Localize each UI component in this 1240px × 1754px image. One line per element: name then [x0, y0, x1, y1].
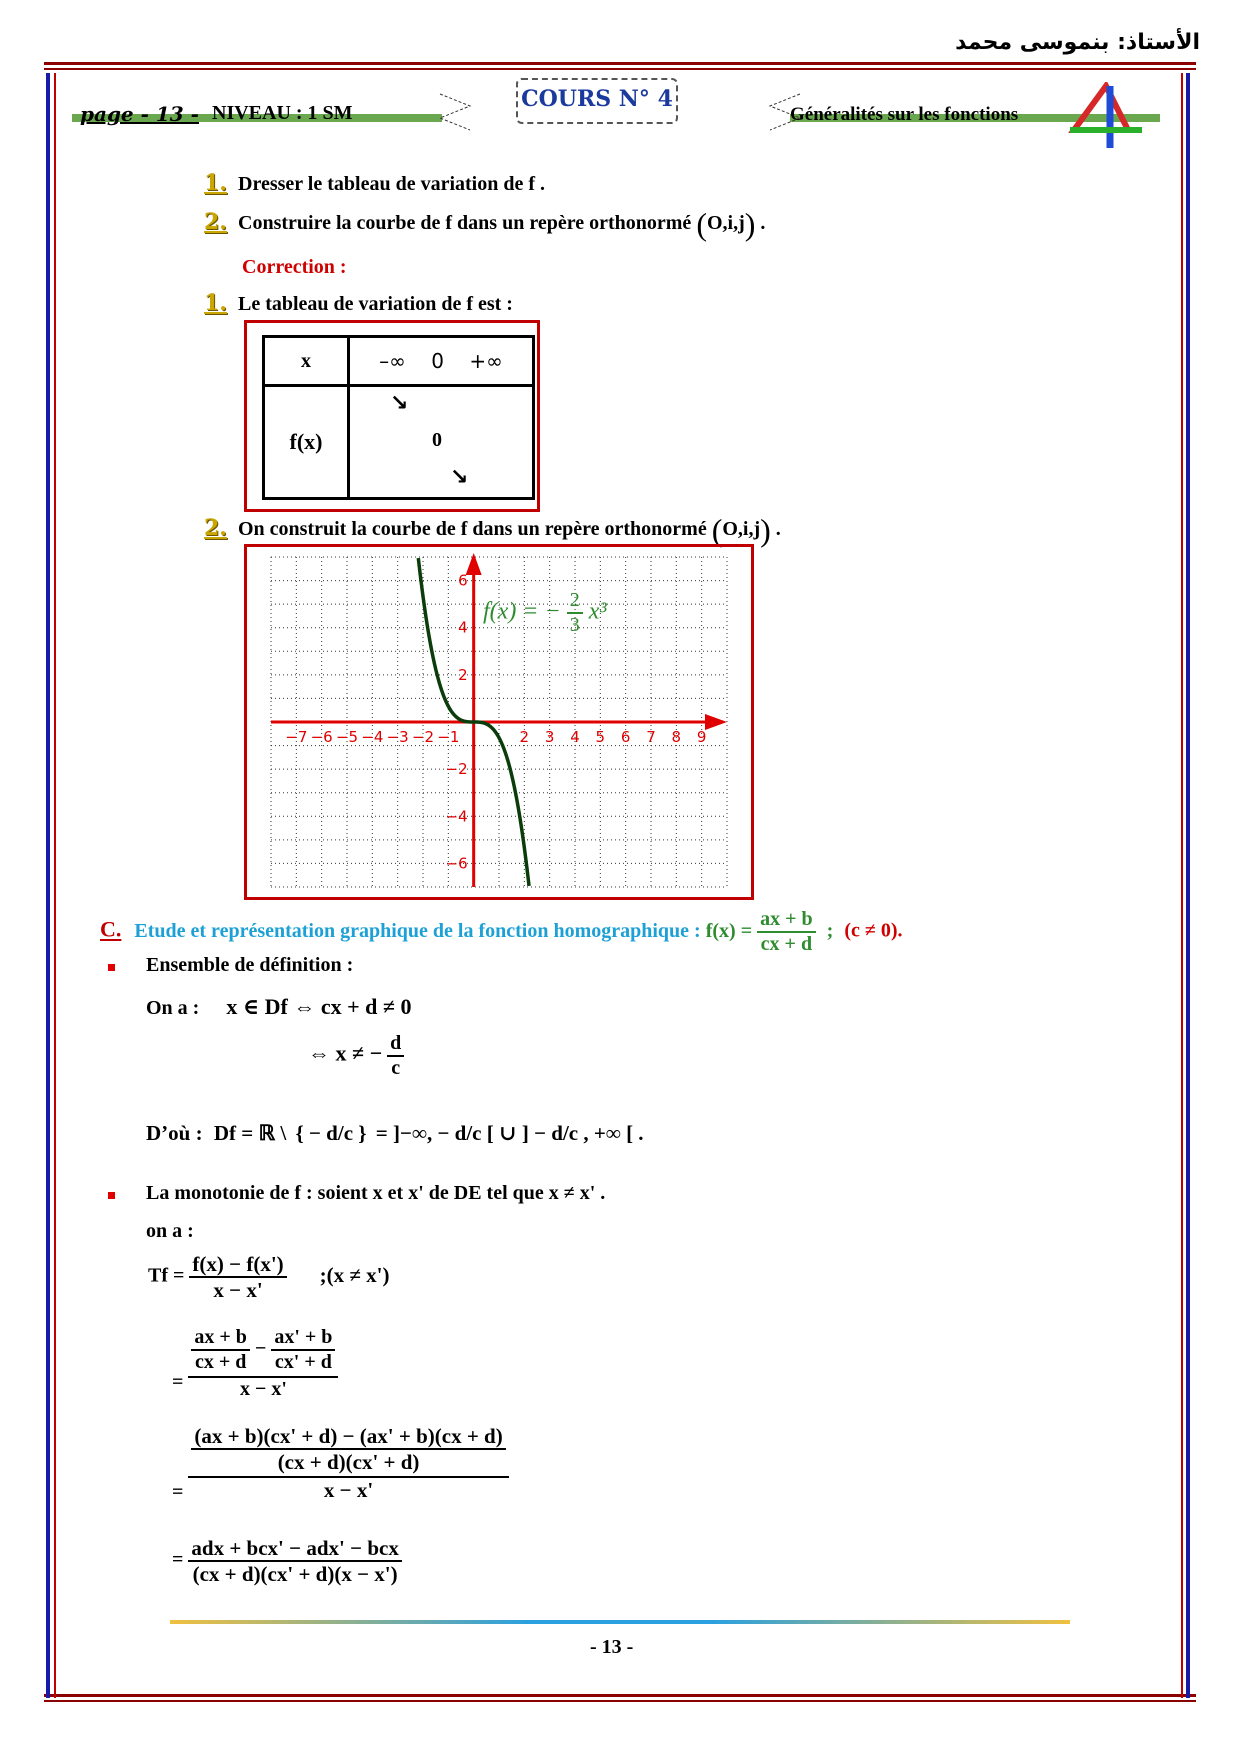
- left-border-red: [54, 73, 56, 1698]
- correction-heading: Correction :: [242, 256, 347, 278]
- page-label: page - 13 -: [80, 102, 199, 126]
- table-fx-variation: [349, 386, 534, 499]
- page-number: - 13 -: [590, 1636, 634, 1658]
- answer-2: 2. On construit la courbe de f dans un repère orthonormé (O,i,j) .: [204, 512, 781, 548]
- question-2: 2. Construire la courbe de f dans un repère orthonormé (O,i,j) .: [204, 206, 766, 242]
- x-tick-label: −4: [361, 728, 384, 746]
- step-2: = $\frac{ax + b}{cx + d}$ − $\frac{ax' + b}{cx' + d}$ x − x': [172, 1326, 338, 1401]
- y-tick-label: −2: [445, 760, 468, 779]
- number-1b: 1.: [204, 290, 227, 316]
- arrow-down-1: ↘: [390, 391, 409, 416]
- number-2: 2.: [204, 209, 227, 236]
- cours-badge: [516, 78, 678, 124]
- answer-1: 1. Le tableau de variation de f est :: [204, 290, 513, 316]
- x-tick-label: 9: [696, 728, 707, 746]
- cours-label: COURS N° 4: [521, 86, 673, 112]
- y-tick-label: −4: [445, 807, 468, 826]
- x-tick-label: 8: [671, 728, 682, 746]
- author-name: الأستاذ: بنموسى محمد: [955, 30, 1200, 55]
- ensemble-domain: D’où : Df = ℝ \ { − d/c } = ]−∞, − d/c [ ∪ ] − d/c , +∞ [ .: [146, 1121, 644, 1145]
- right-border: [1186, 73, 1190, 1698]
- number-2b: 2.: [204, 515, 227, 542]
- bullet-2: [108, 1192, 115, 1199]
- x-tick-label: −7: [285, 728, 308, 746]
- top-border: [44, 62, 1196, 65]
- section-c-title: C. Etude et représentation graphique de la fonction homographique : f(x) = $\frac{ax + b}{cx + d}$ ; (c ≠ 0).: [100, 908, 903, 955]
- x-tick-label: −3: [386, 728, 409, 746]
- x-tick-label: −1: [437, 728, 460, 746]
- top-border-2: [44, 68, 1196, 70]
- footer-line: [170, 1620, 1070, 1624]
- right-border-red: [1181, 73, 1183, 1698]
- tf-definition: Tf = $\frac{f(x) - f(x')}{x - x'}$ ;(x ≠ x'): [148, 1252, 390, 1303]
- x-axis-arrow: [705, 714, 727, 730]
- step-3: = $\frac{\frac{(ax + b)(cx' + d) - (ax' + b)(cx + d)}{(cx + d)(cx' + d)}}{x - x'}$: [172, 1424, 509, 1502]
- niveau-label: NIVEAU : 1 SM: [212, 102, 353, 124]
- y-tick-label: 4: [458, 618, 468, 637]
- section-letter: C.: [100, 916, 122, 942]
- x-tick-label: −6: [310, 728, 333, 746]
- bottom-border-2: [44, 1700, 1196, 1702]
- zero-value: 0: [432, 429, 442, 451]
- number-1: 1.: [204, 170, 227, 196]
- question-1: 1. Dresser le tableau de variation de f .: [204, 170, 546, 196]
- ensemble-heading: Ensemble de définition :: [146, 954, 354, 976]
- x-tick-label: 5: [595, 728, 606, 746]
- y-tick-label: 2: [458, 665, 468, 684]
- y-tick-label: −6: [445, 854, 468, 873]
- x-tick-label: 4: [570, 728, 580, 746]
- table-fx-header: f(x): [264, 386, 349, 499]
- function-label: f(x) = − $\frac{2}{3}$ x³: [483, 589, 607, 636]
- x-tick-label: 3: [544, 728, 555, 746]
- x-tick-label: −5: [335, 728, 359, 746]
- x-tick-label: 7: [646, 728, 656, 746]
- title-label: Généralités sur les fonctions: [790, 104, 1019, 125]
- monotonie-heading: La monotonie de f : soient x et x' de DE tel que x ≠ x' .: [146, 1182, 606, 1204]
- x-tick-label: −2: [411, 728, 435, 746]
- step-4: = $\frac{\text{adx + bcx' − adx' − bcx}}{(cx + d)(cx' + d)(x - x')}$: [172, 1536, 402, 1586]
- table-x-values: –∞ 0 +∞: [349, 337, 534, 386]
- y-axis-arrow: [466, 553, 482, 575]
- y-tick-label: 6: [458, 571, 468, 590]
- x-tick-label: 6: [620, 728, 631, 746]
- bullet-1: [108, 964, 115, 971]
- logo: [1066, 82, 1146, 150]
- ensemble-line1: On a : x ∈ Df ⇔ cx + d ≠ 0: [146, 994, 412, 1019]
- left-border: [46, 73, 50, 1698]
- chart-frame: [244, 544, 754, 900]
- ensemble-line2: ⇔ x ≠ − $\frac{d}{c}$: [308, 1032, 404, 1080]
- monotonie-on-a: on a :: [146, 1220, 194, 1242]
- variation-table: [262, 335, 535, 500]
- bottom-border: [44, 1694, 1196, 1697]
- x-tick-label: 2: [519, 728, 530, 746]
- arrow-down-2: ↘: [450, 465, 469, 490]
- table-x-header: x: [264, 337, 349, 386]
